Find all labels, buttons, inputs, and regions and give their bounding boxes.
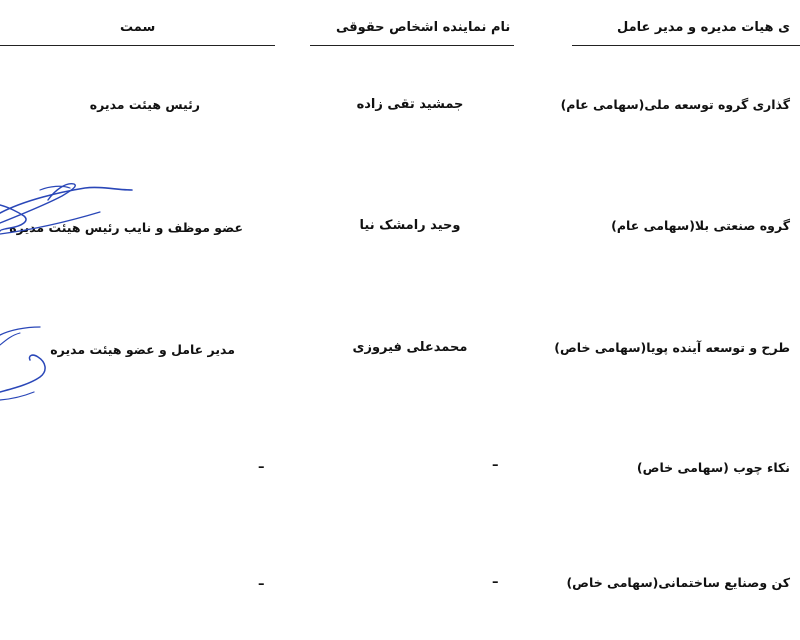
representative-empty-dash: –: [492, 458, 499, 473]
header-board-col: ی هیات مدیره و مدیر عامل: [616, 20, 790, 35]
company-name: گروه صنعتی بلا(سهامی عام): [611, 218, 790, 233]
company-name: نکاء چوب (سهامی خاص): [636, 460, 790, 475]
position-title: مدیر عامل و عضو هیئت مدیره: [50, 342, 235, 357]
signature-third-row: [0, 327, 45, 400]
position-title: رئیس هیئت مدیره: [89, 97, 200, 112]
company-name: طرح و توسعه آینده پویا(سهامی خاص): [554, 340, 790, 355]
company-name: گذاری گروه توسعه ملی(سهامی عام): [560, 97, 790, 112]
representative-name: وحید رامشک نیا: [359, 218, 461, 233]
representative-name: جمشید تقی زاده: [356, 97, 464, 112]
position-empty-dash: –: [258, 577, 265, 592]
position-empty-dash: –: [258, 460, 265, 475]
representative-name: محمدعلی فیروزی: [352, 340, 468, 355]
position-title: عضو موظف و نایب رئیس هیئت مدیره: [9, 220, 243, 235]
signature-second-row: [0, 184, 132, 234]
company-name: کن وصنایع ساختمانی(سهامی خاص): [566, 575, 790, 590]
representative-empty-dash: –: [492, 575, 499, 590]
header-representative-col: نام نماینده اشخاص حقوقی: [336, 20, 511, 35]
header-title-col: سمت: [120, 20, 156, 35]
